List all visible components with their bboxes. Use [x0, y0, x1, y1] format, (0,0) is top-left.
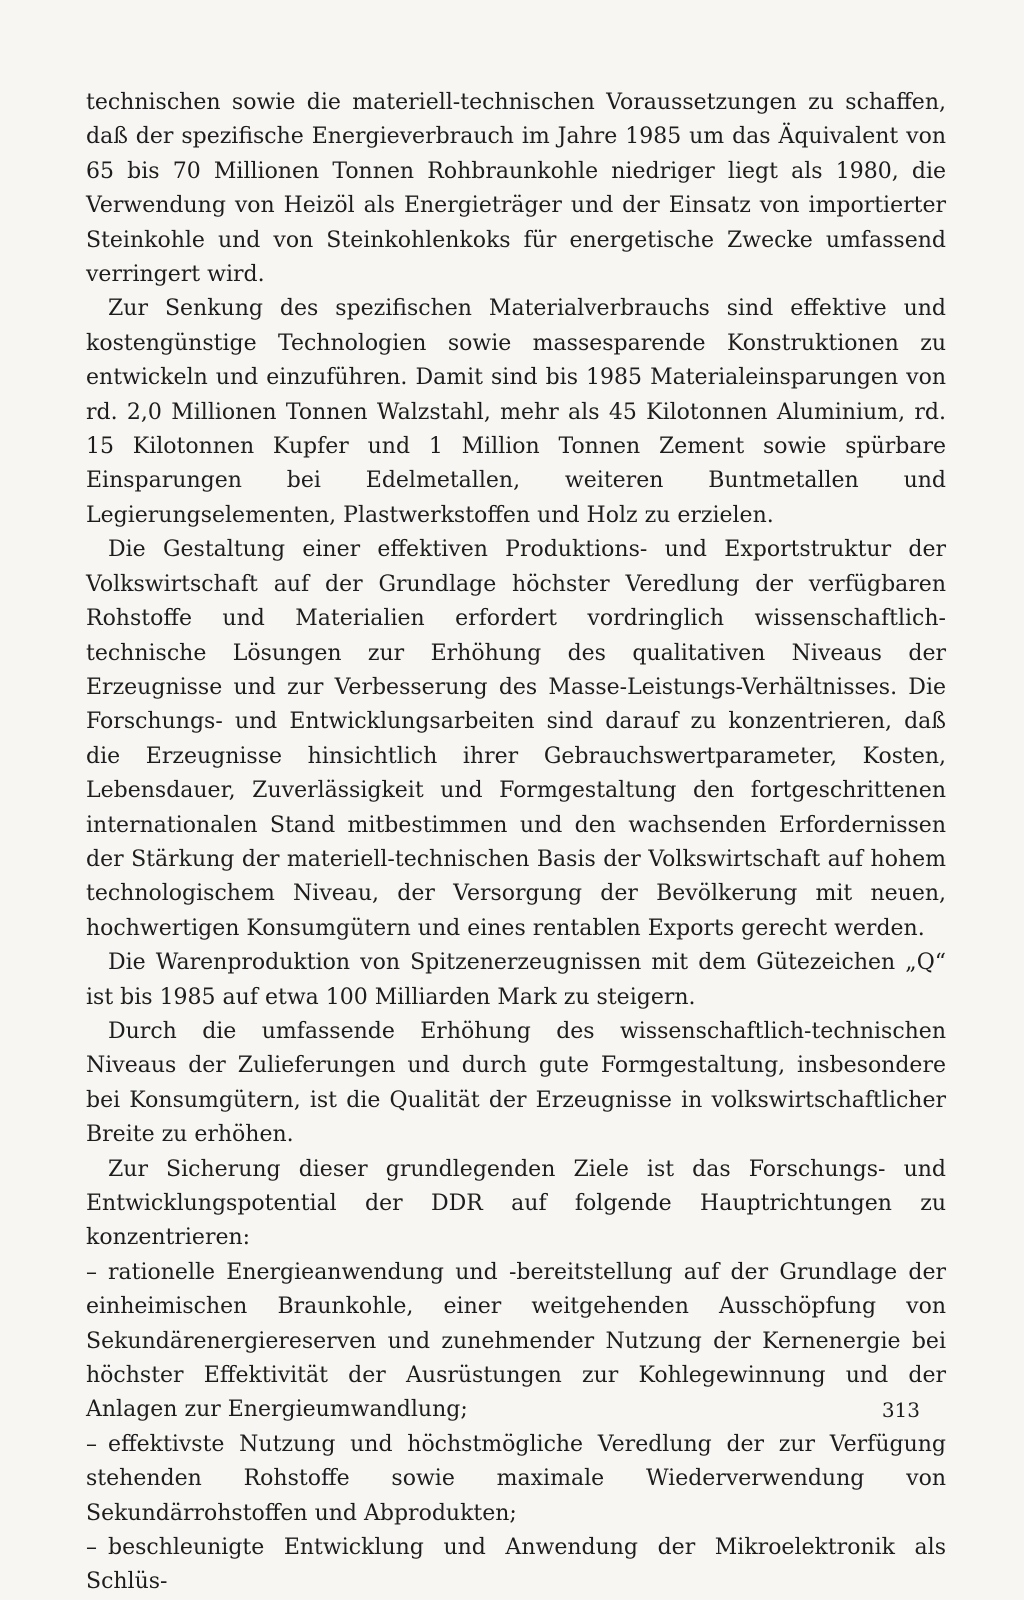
list-item	[86, 1531, 946, 1600]
paragraph-4: Die Warenproduktion von Spitzenerzeugnissen mit dem Gütezeichen „Q“ ist bis 1985 auf etwa 100 Milliarden Mark zu steigern.	[86, 950, 946, 1010]
list-item-text: beschleunigte Entwicklung und Anwendung der Mikroelektronik als Schlüs-	[86, 1535, 946, 1595]
list-item-text: effektivste Nutzung und höchstmögliche Veredlung der zur Verfügung stehenden Rohstoffe sowie maximale Wiederverwendung von Sekundärrohstoffen und Abprodukten;	[86, 1431, 946, 1526]
page-number: 313	[881, 1398, 920, 1422]
paragraph-1: technischen sowie die materiell-technischen Voraussetzungen zu schaffen, daß der spezifische Energieverbrauch im Jahre 1985 um das Äquivalent von 65 bis 70 Millionen Tonnen Rohbraunkohle niedriger liegt als 1980, die Verwendung von Heizöl als Energieträger und der Einsatz von importierter Steinkohle und von Steinkohlenkoks für energetische Zwecke umfassend verringert wird.	[86, 90, 946, 288]
paragraph-6: Zur Sicherung dieser grundlegenden Ziele ist das Forschungs- und Entwicklungspotential der DDR auf folgende Hauptrichtungen zu konzentrieren:	[86, 1156, 946, 1251]
paragraph-3: Die Gestaltung einer effektiven Produktions- und Exportstruktur der Volkswirtschaft auf der Grundlage höchster Veredlung der verfügbaren Rohstoffe und Materialien erfordert vordringlich wissenschaftlich-technische Lösungen zur Erhöhung des qualitativen Niveaus der Erzeugnisse und zur Verbesserung des Masse-Leistungs-Verhältnisses. Die Forschungs- und Entwicklungsarbeiten sind darauf zu konzentrieren, daß die Erzeugnisse hinsichtlich ihrer Gebrauchswertparameter, Kosten, Lebensdauer, Zuverlässigkeit und Formgestaltung den fortgeschrittenen internationalen Stand mitbestimmen und den wachsenden Erfordernissen der Stärkung der materiell-technischen Basis der Volkswirtschaft auf hohem technologischem Niveau, der Versorgung der Bevölkerung mit neuen, hochwertigen Konsumgütern und eines rentablen Exports gerecht werden.	[86, 537, 946, 941]
list-dash: –	[86, 1259, 97, 1285]
list-item	[86, 1428, 946, 1531]
list-item-text: rationelle Energieanwendung und -bereitstellung auf der Grundlage der einheimischen Braunkohle, einer weitgehenden Ausschöpfung von Sekundärenergiereserven und zunehmender Nutzung der Kernenergie bei höchster Effektivität der Ausrüstungen zur Kohlegewinnung und der Anlagen zur Energieumwandlung;	[86, 1259, 946, 1423]
page-body	[86, 86, 946, 1600]
paragraph-5: Durch die umfassende Erhöhung des wissenschaftlich-technischen Niveaus der Zulieferungen und durch gute Formgestaltung, insbesondere bei Konsumgütern, ist die Qualität der Erzeugnisse in volkswirtschaftlicher Breite zu erhöhen.	[86, 1018, 946, 1148]
list-dash: –	[86, 1535, 97, 1561]
list-dash: –	[86, 1431, 97, 1457]
paragraph-2: Zur Senkung des spezifischen Materialverbrauchs sind effektive und kostengünstige Technologien sowie massesparende Konstruktionen zu entwickeln und einzuführen. Damit sind bis 1985 Materialeinsparungen von rd. 2,0 Millionen Tonnen Walzstahl, mehr als 45 Kilotonnen Aluminium, rd. 15 Kilotonnen Kupfer und 1 Million Tonnen Zement sowie spürbare Einsparungen bei Edelmetallen, weiteren Buntmetallen und Legierungselementen, Plastwerkstoffen und Holz zu erzielen.	[86, 296, 946, 528]
